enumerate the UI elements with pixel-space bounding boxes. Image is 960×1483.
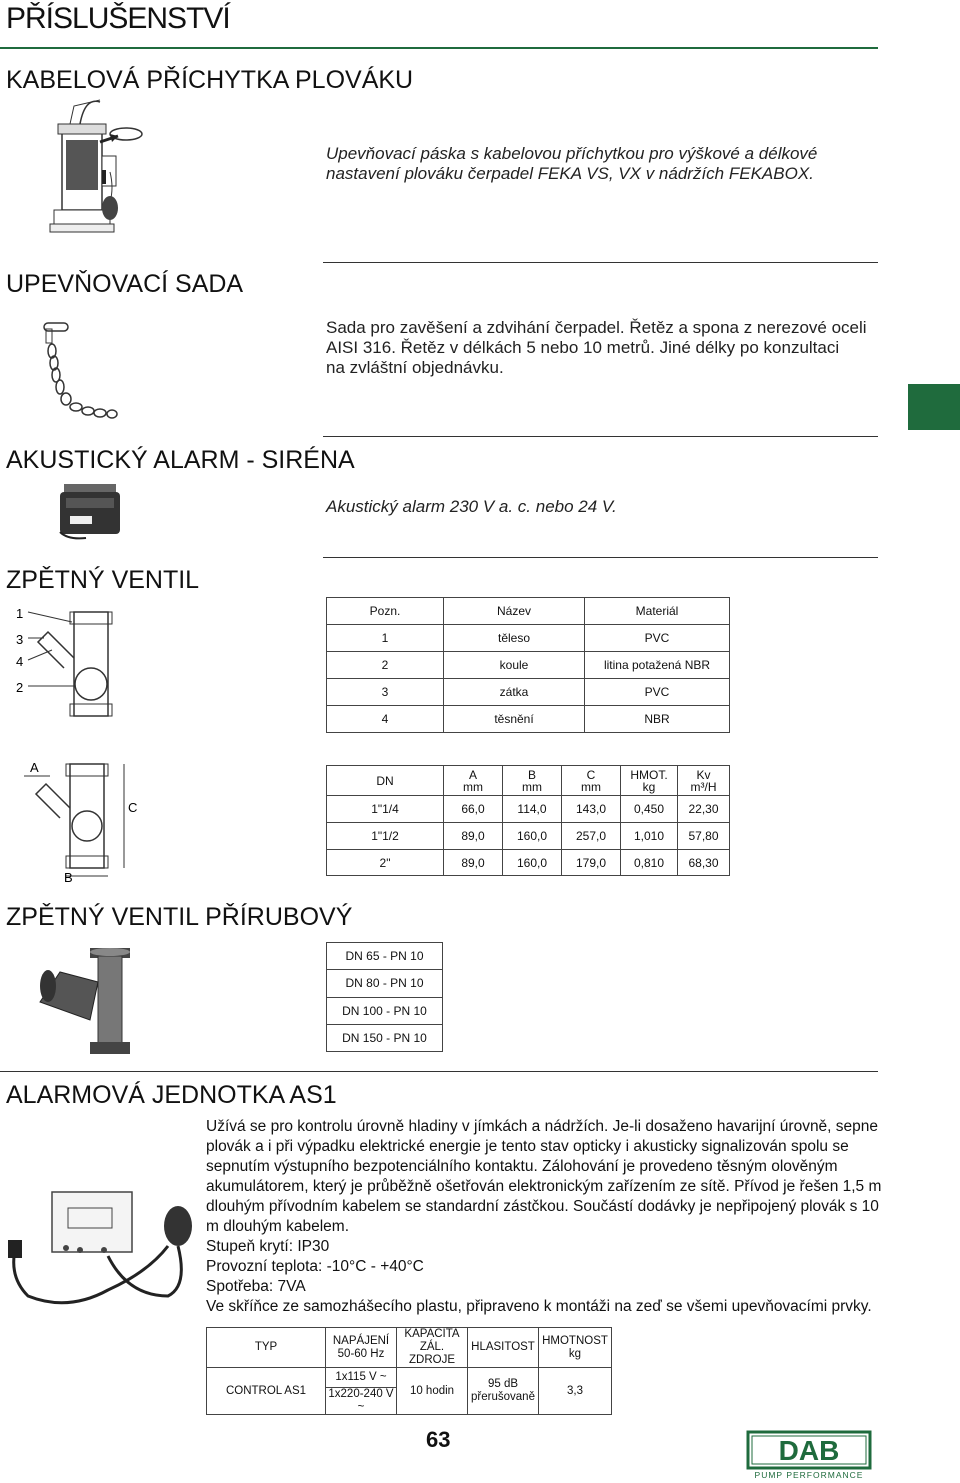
- kabelova-line-2: nastavení plováku čerpadel FEKA VS, VX v nádržích FEKABOX.: [326, 164, 814, 183]
- side-tab-marker: [908, 384, 960, 430]
- as1-header-line: 50-60 Hz: [337, 1347, 385, 1360]
- as1-description: [206, 1117, 881, 1317]
- logo-text: DAB: [778, 1435, 840, 1466]
- siren-illustration: [58, 478, 128, 544]
- as1-line: plovák a i při výpadku elektrické energie je tento stav opticky i akusticky signalizován spolu se: [206, 1138, 849, 1155]
- diagram-label: 1: [16, 606, 24, 621]
- as1-header-line: NAPÁJENÍ: [332, 1334, 390, 1347]
- dims-header-label: A: [468, 767, 477, 782]
- as1-header-cell: HLASITOST: [468, 1328, 539, 1368]
- dims-cell: 114,0: [503, 796, 562, 823]
- dims-cell: 0,810: [621, 850, 678, 876]
- flange-sizes-table: [326, 942, 443, 1052]
- divider: [0, 1071, 878, 1072]
- parts-header-cell: Pozn.: [327, 598, 444, 625]
- as1-header-cell: TYP: [207, 1328, 326, 1368]
- flanged-valve-illustration: [30, 942, 140, 1060]
- as1-header-line: HMOTNOST: [542, 1334, 608, 1347]
- as1-header-line: ZÁL. ZDROJE: [409, 1341, 455, 1366]
- as1-header-cell: [397, 1328, 468, 1368]
- parts-cell: zátka: [444, 679, 585, 706]
- dims-cell: 22,30: [678, 796, 730, 823]
- dims-cell: 143,0: [562, 796, 621, 823]
- header-rule: [0, 47, 878, 49]
- as1-line: Spotřeba: 7VA: [206, 1278, 306, 1295]
- dab-logo-icon: [746, 1430, 872, 1480]
- section-title-alarm: AKUSTICKÝ ALARM - SIRÉNA: [6, 446, 355, 474]
- table-row: [327, 796, 730, 823]
- as1-line: sepnutím výstupního bezpotenciálního kontaktu. Zálohování je provedeno těsným olověným: [206, 1158, 838, 1175]
- pump-float-illustration: [40, 92, 190, 242]
- dims-header-unit: mm: [463, 779, 483, 794]
- flange-cell: DN 150 - PN 10: [327, 1024, 443, 1051]
- dims-header-cell: [678, 766, 730, 796]
- table-row: [327, 823, 730, 850]
- table-row: [327, 850, 730, 876]
- dims-cell: 68,30: [678, 850, 730, 876]
- parts-cell: těleso: [444, 625, 585, 652]
- dims-header-label: HMOT.: [630, 767, 668, 782]
- diagram-label: 4: [16, 654, 24, 669]
- dims-header-unit: mm: [581, 779, 601, 794]
- as1-header-cell: [326, 1328, 397, 1368]
- as1-cell: 10 hodin: [397, 1368, 468, 1415]
- divider: [323, 436, 878, 437]
- dims-cell: 160,0: [503, 850, 562, 876]
- parts-cell: 4: [327, 706, 444, 733]
- table-row: [207, 1368, 612, 1388]
- dims-header-unit: mm: [522, 779, 542, 794]
- dims-cell: 57,80: [678, 823, 730, 850]
- dim-label-c: C: [128, 800, 138, 815]
- dims-header-cell: [503, 766, 562, 796]
- dims-header-label: B: [527, 767, 536, 782]
- as1-line: dlouhým přívodním kabelem se standardní zástčkou. Součástí dodávky je nepřipojený plovák s 10: [206, 1198, 879, 1215]
- chain-illustration: [40, 315, 120, 425]
- parts-cell: PVC: [585, 679, 730, 706]
- divider: [323, 262, 878, 263]
- section-title-prirubovy: ZPĚTNÝ VENTIL PŘÍRUBOVÝ: [6, 903, 353, 931]
- dims-header-cell: [444, 766, 503, 796]
- as1-header-line: kg: [568, 1347, 582, 1360]
- alarm-line-1: Akustický alarm 230 V a. c. nebo 24 V.: [326, 497, 617, 516]
- table-row: [327, 679, 730, 706]
- dims-cell: 179,0: [562, 850, 621, 876]
- table-row: [327, 1024, 443, 1051]
- as1-cell: 1x220-240 V ~: [326, 1388, 397, 1415]
- page-title: PŘÍSLUŠENSTVÍ: [6, 2, 230, 35]
- as1-cell: [468, 1368, 539, 1415]
- dims-header-unit: kg: [642, 779, 656, 794]
- diagram-label: 2: [16, 680, 24, 695]
- dims-header-cell: DN: [327, 766, 444, 796]
- flange-cell: DN 80 - PN 10: [327, 970, 443, 997]
- parts-header-cell: Název: [444, 598, 585, 625]
- dims-cell: 89,0: [444, 850, 503, 876]
- dims-cell: 1,010: [621, 823, 678, 850]
- as1-line: Užívá se pro kontrolu úrovně hladiny v jímkách a nádržích. Je-li dosaženo havarijní úrovně, sepne: [206, 1118, 879, 1135]
- dims-cell: 1"1/2: [327, 823, 444, 850]
- as1-cell: 1x115 V ~: [326, 1368, 397, 1388]
- dimensions-table: [326, 765, 730, 876]
- table-row: [327, 652, 730, 679]
- alarm-description: [326, 497, 617, 517]
- parts-cell: koule: [444, 652, 585, 679]
- as1-cell: 3,3: [539, 1368, 612, 1415]
- parts-header-cell: Materiál: [585, 598, 730, 625]
- section-title-ventil: ZPĚTNÝ VENTIL: [6, 566, 200, 594]
- table-row: [327, 970, 443, 997]
- as1-line: akumulátorem, který je průběžně ošetřován elektronickým zařízením ze sítě. Přívod je řešen 1,5 m: [206, 1178, 882, 1195]
- as1-header-cell: [539, 1328, 612, 1368]
- sada-line-2: AISI 316. Řetěz v délkách 5 nebo 10 metrů. Jiné délky po konzultaci: [326, 338, 840, 357]
- dims-cell: 2": [327, 850, 444, 876]
- page-number: 63: [426, 1427, 451, 1452]
- dims-cell: 0,450: [621, 796, 678, 823]
- as1-line: Stupeň krytí: IP30: [206, 1238, 330, 1255]
- alarm-unit-illustration: [8, 1186, 198, 1312]
- dims-header-label: C: [586, 767, 596, 782]
- as1-line: Provozní teplota: -10°C - +40°C: [206, 1258, 424, 1275]
- parts-cell: 1: [327, 625, 444, 652]
- sada-line-3: na zvláštní objednávku.: [326, 358, 504, 377]
- parts-cell: těsnění: [444, 706, 585, 733]
- dim-label-a: A: [30, 760, 39, 775]
- parts-cell: 2: [327, 652, 444, 679]
- dims-header-unit: m³/H: [690, 779, 717, 794]
- parts-cell: NBR: [585, 706, 730, 733]
- parts-cell: PVC: [585, 625, 730, 652]
- dims-cell: 257,0: [562, 823, 621, 850]
- flange-cell: DN 65 - PN 10: [327, 943, 443, 970]
- as1-cell: CONTROL AS1: [207, 1368, 326, 1415]
- sada-description: [326, 318, 867, 378]
- section-title-sada: UPEVŇOVACÍ SADA: [6, 270, 244, 298]
- valve-dimension-diagram: [8, 752, 148, 884]
- dims-header-cell: [621, 766, 678, 796]
- kabelova-line-1: Upevňovací páska s kabelovou příchytkou pro výškové a délkové: [326, 144, 818, 163]
- diagram-label: 3: [16, 632, 24, 647]
- kabelova-description: [326, 144, 817, 184]
- section-title-as1: ALARMOVÁ JEDNOTKA AS1: [6, 1081, 337, 1109]
- table-row: [327, 997, 443, 1024]
- as1-cell-line: přerušovaně: [471, 1391, 535, 1403]
- parts-table: [326, 597, 730, 733]
- parts-cell: litina potažená NBR: [585, 652, 730, 679]
- dims-header-label: Kv: [696, 767, 711, 782]
- as1-line: Ve skříňce ze samozhášecího plastu, připraveno k montáži na zeď se všemi upevňovacími prvky.: [206, 1298, 872, 1315]
- parts-cell: 3: [327, 679, 444, 706]
- dim-label-b: B: [64, 870, 73, 884]
- as1-header-line: KAPACITA: [404, 1328, 460, 1340]
- as1-line: m dlouhým kabelem.: [206, 1218, 350, 1235]
- as1-spec-table: [206, 1327, 612, 1415]
- table-row: [327, 706, 730, 733]
- dims-header-cell: [562, 766, 621, 796]
- table-row: [327, 625, 730, 652]
- as1-cell-line: 95 dB: [487, 1378, 519, 1390]
- dims-cell: 66,0: [444, 796, 503, 823]
- dims-cell: 89,0: [444, 823, 503, 850]
- table-row: [327, 943, 443, 970]
- section-title-kabelova: KABELOVÁ PŘÍCHYTKA PLOVÁKU: [6, 66, 414, 94]
- logo-tagline: PUMP PERFORMANCE: [754, 1470, 864, 1480]
- divider: [323, 557, 878, 558]
- dims-cell: 1"1/4: [327, 796, 444, 823]
- flange-cell: DN 100 - PN 10: [327, 997, 443, 1024]
- dims-cell: 160,0: [503, 823, 562, 850]
- check-valve-diagram: [8, 598, 138, 722]
- sada-line-1: Sada pro zavěšení a zdvihání čerpadel. Řetěz a spona z nerezové oceli: [326, 318, 867, 337]
